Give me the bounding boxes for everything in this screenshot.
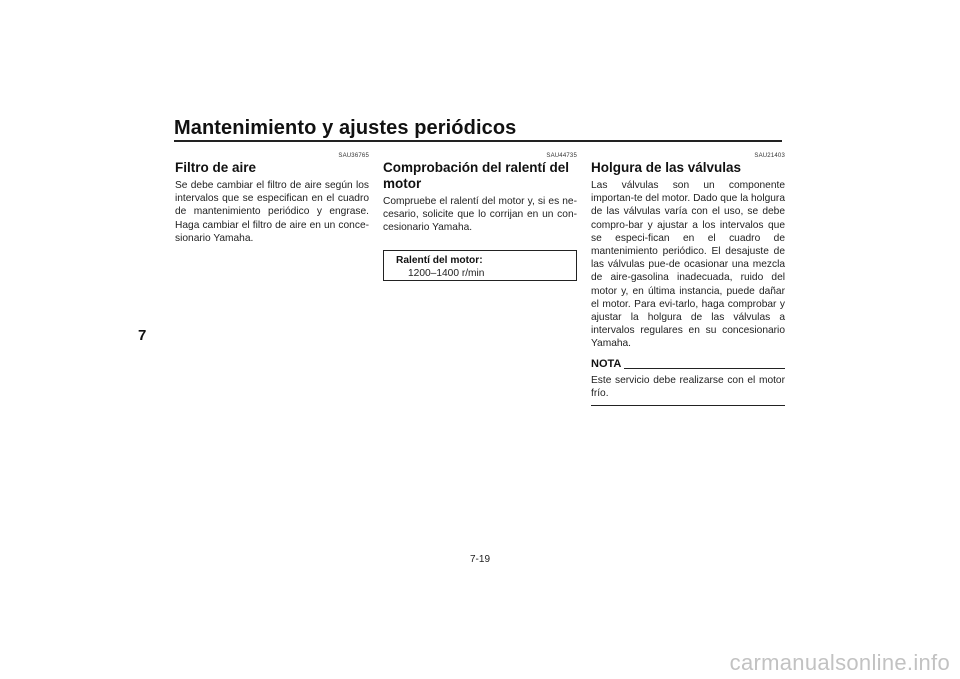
section-valve-clearance	[591, 152, 785, 406]
header-rule	[174, 140, 782, 142]
page-number: 7-19	[469, 554, 490, 565]
section-title: Filtro de aire	[175, 160, 257, 175]
section-title: Holgura de las válvulas	[591, 160, 742, 175]
section-paragraph: Compruebe el ralentí del motor y, si es ne-cesario, solicite que lo corrijan en un con-cesionario Yamaha.	[383, 196, 577, 234]
spec-label: Ralentí del motor:	[396, 254, 483, 266]
note-label: NOTA	[591, 357, 622, 370]
section-air-filter	[175, 152, 369, 245]
note-header	[591, 358, 785, 370]
spec-box	[383, 250, 577, 281]
note-end-rule	[591, 405, 785, 406]
section-idle-speed	[383, 152, 577, 281]
note-rule	[624, 368, 785, 369]
section-title: Comprobación del ralentí del motor	[383, 160, 570, 191]
spec-value: 1200–1400 r/min	[408, 267, 485, 279]
section-paragraph: Se debe cambiar el filtro de aire según los intervalos que se especifican en el cuadro de mantenimiento periódico y engrase. Haga cambiar el filtro de aire en un conce-sionario Yamaha.	[175, 180, 369, 244]
section-paragraph: Las válvulas son un componente importan-te del motor. Dado que la holgura de las válvulas varía con el uso, se debe compro-bar y ajustar a los intervalos que se especi-fican en el cuadro de mantenimiento periódico. El desajuste de las válvulas pue-de ocasionar una mezcla de aire-gasolina inadecuada, ruido del motor y, en última instancia, puede dañar el motor. Para evi-tarlo, haga comprobar y ajustar la holgura de las válvulas a intervalos regulares en su concesionario Yamaha.	[591, 180, 785, 350]
section-code: SAU44735	[546, 153, 577, 159]
section-code: SAU21403	[754, 153, 785, 159]
page-header-title: Mantenimiento y ajustes periódicos	[174, 117, 517, 139]
chapter-tab: 7	[138, 327, 147, 344]
watermark: carmanualsonline.info	[729, 650, 950, 675]
note-text: Este servicio debe realizarse con el motor frío.	[591, 374, 785, 399]
section-code: SAU36765	[338, 153, 369, 159]
